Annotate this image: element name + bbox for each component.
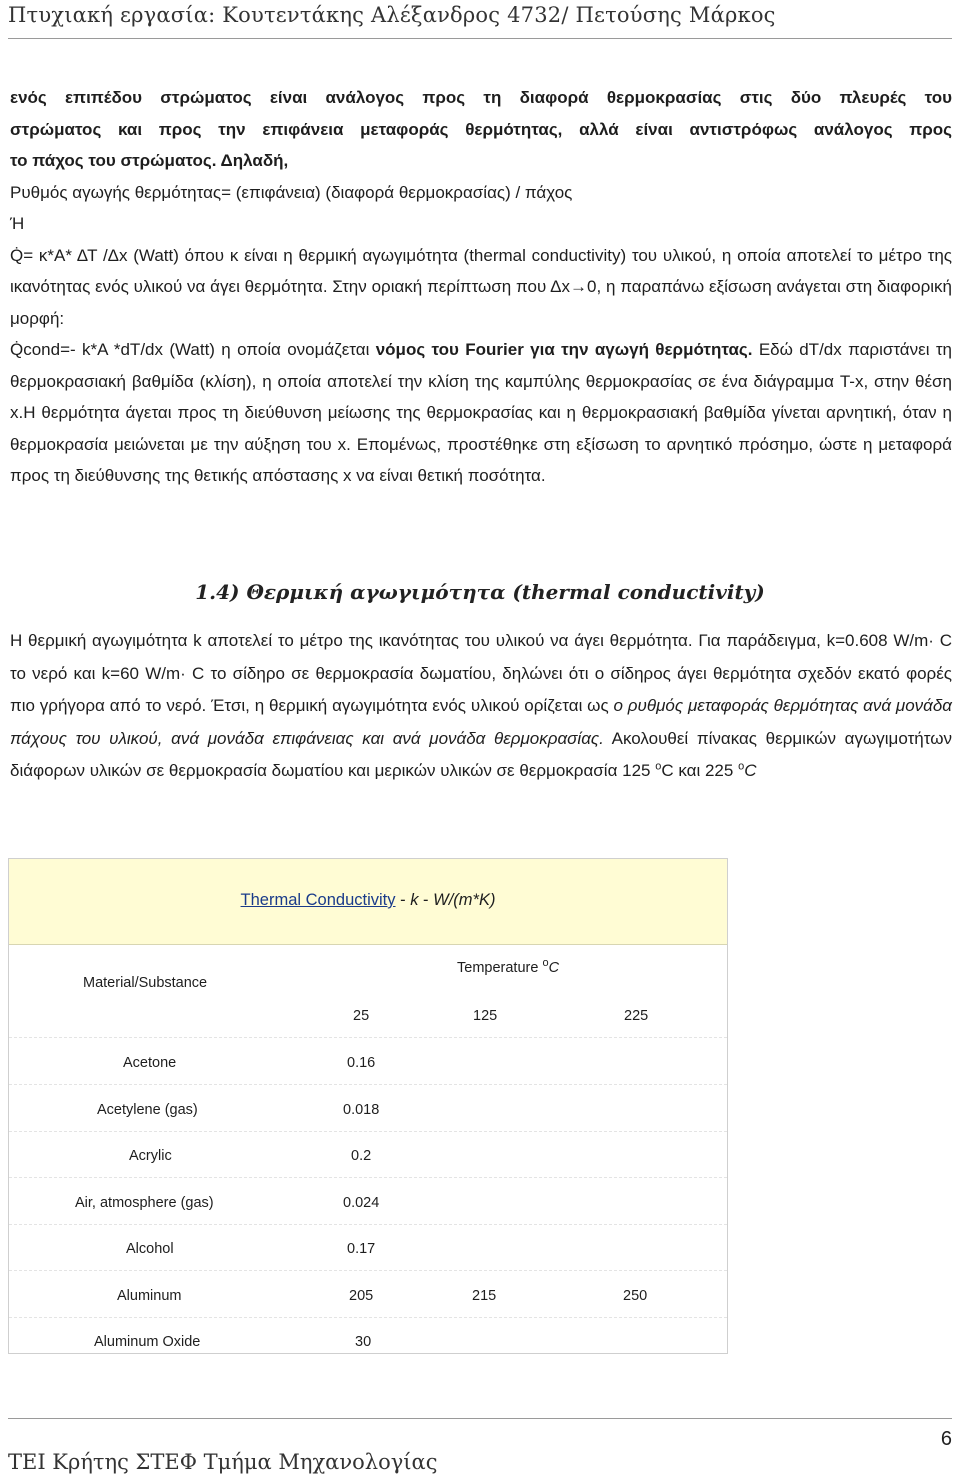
bold-line-1: ενός επιπέδου στρώματος είναι ανάλογος προς τη διαφορά θερμοκρασίας στις δύο πλευρές του: [10, 88, 952, 107]
bold-line-2: στρώματος και προς την επιφάνεια μεταφοράς θερμότητας, αλλά είναι αντιστρόφως ανάλογος προς: [10, 119, 952, 139]
row-acrylic-name: Acrylic: [129, 1148, 172, 1164]
equation-2-mid: (Watt) η οποία ονομάζεται: [163, 340, 376, 359]
row-aluminum-name: Aluminum: [117, 1288, 182, 1304]
section-p1: Η θερμική αγωγιμότητα k αποτελεί το μέτρο της ικανότητας του υλικού να άγει θερμότητα. Για παράδειγμα, k=0.608 W/m· C το νερό και k=60 W/m· C το σίδηρο σε θερμοκρασία δωματίου, δηλώνει ότι ο σίδηρος άγει θερμότητα σχεδόν εκατό φορές πιο γρήγορα από το νερό. Έτσι, η θερμική αγωγιμότητα ενός υλικού ορίζεται ως: [10, 631, 952, 715]
row-aluminum-125: 215: [472, 1288, 497, 1304]
row-air-name: Air, atmosphere (gas): [75, 1195, 214, 1211]
degree-sign-2: o: [738, 760, 745, 773]
or-line: Ή: [10, 214, 25, 233]
table-title: [9, 891, 727, 910]
temp-125: 125: [473, 1008, 498, 1024]
row-alcohol-name: Alcohol: [126, 1241, 174, 1257]
equation-1-paragraph: [10, 240, 952, 335]
row-divider: [9, 1317, 727, 1318]
col-header-material: Material/Substance: [83, 975, 208, 991]
temperature-unit: C: [548, 960, 560, 976]
row-divider: [9, 1131, 727, 1132]
equation-1-text: (Watt) όπου κ είναι η θερμική αγωγιμότητα (thermal conductivity) του υλικού, η οποία αποτελεί το μέτρο της ικανότητας ενός υλικού να άγει θερμότητα. Στην οριακή περίπτωση που Δx→0, η παραπάνω εξίσωση ανάγεται στη διαφορική μορφή:: [10, 245, 952, 328]
row-alcohol-25: 0.17: [347, 1241, 376, 1257]
equation-1: Q̇= κ*Α* ΔΤ /Δx: [10, 245, 128, 265]
title-separator: -: [395, 891, 411, 909]
row-divider: [9, 1270, 727, 1271]
equation-2: Q̇cond=- k*A *dT/dx: [10, 340, 163, 359]
row-acetone-25: 0.16: [347, 1055, 376, 1071]
title-separator-2: -: [418, 891, 434, 909]
equation-2-paragraph: [10, 334, 952, 492]
section-heading: 1.4) Θερμική αγωγιμότητα (thermal conductivity): [195, 580, 765, 604]
row-divider: [9, 1037, 727, 1038]
table-title-bar: [9, 859, 727, 945]
page-header: Πτυχιακή εργασία: Κουτεντάκης Αλέξανδρος 4732/ Πετούσης Μάρκος: [8, 3, 776, 27]
unit-c-2: C: [744, 761, 757, 780]
row-air-25: 0.024: [343, 1195, 380, 1211]
page-footer: ΤΕΙ Κρήτης ΣΤΕΦ Τμήμα Μηχανολογίας: [8, 1450, 438, 1474]
title-units: W/(m*K): [433, 891, 496, 909]
row-divider: [9, 1224, 727, 1225]
intro-text: [10, 82, 952, 492]
header-divider: [8, 38, 952, 39]
page-number: 6: [940, 1428, 952, 1450]
degree-sign-1: o: [655, 760, 662, 773]
row-acetylene-name: Acetylene (gas): [97, 1102, 198, 1118]
rate-line: Ρυθμός αγωγής θερμότητας= (επιφάνεια) (διαφορά θερμοκρασίας) / πάχος: [10, 182, 573, 202]
row-aluminum-oxide-name: Aluminum Oxide: [94, 1334, 201, 1350]
temperature-degree: o: [542, 957, 549, 970]
col-header-temperature: [457, 957, 560, 976]
fourier-law: νόμος του Fourier για την αγωγή θερμότητας.: [375, 340, 753, 359]
bold-line-3: το πάχος του στρώματος. Δηλαδή,: [10, 151, 289, 170]
section-p1-italic: ο ρυθμός μεταφοράς θερμότητας ανά μονάδα πάχους του υλικού, ανά μονάδα επιφάνειας και ανά μονάδα θερμοκρασίας.: [10, 696, 952, 748]
row-divider: [9, 1084, 727, 1085]
section-paragraph: [10, 625, 952, 788]
row-aluminum-225: 250: [623, 1288, 648, 1304]
temp-25: 25: [353, 1008, 370, 1024]
row-acetone-name: Acetone: [123, 1055, 177, 1071]
row-aluminum-25: 205: [349, 1288, 374, 1304]
section-p1-rest: Ακολουθεί πίνακας θερμικών αγωγιμοτήτων διάφορων υλικών σε θερμοκρασία δωματίου και μερικών υλικών σε θερμοκρασία 125: [10, 728, 952, 780]
thermal-conductivity-link[interactable]: Thermal Conductivity: [240, 891, 396, 909]
row-acrylic-25: 0.2: [351, 1148, 372, 1164]
footer-divider: [8, 1418, 952, 1419]
conductivity-table: [8, 858, 728, 1354]
unit-c-1: C και 225: [661, 761, 739, 780]
temperature-label: Temperature: [457, 960, 543, 976]
equation-2-text: Εδώ dT/dx παριστάνει τη θερμοκρασιακή βαθμίδα (κλίση), η οποία αποτελεί την κλίση της καμπύλης θερμοκρασίας σε ένα διάγραμμα T-x, στην θέση x.Η θερμότητα άγεται προς τη διεύθυνση μείωσης της θερμοκρασίας και η θερμοκρασιακή βαθμίδα γίνεται αρνητική, όταν η θερμοκρασία μειώνεται με την αύξηση του x. Επομένως, προστέθηκε στη εξίσωση το αρνητικό πρόσημο, ώστε η μεταφορά προς τη διεύθυνσης της θετικής απόστασης x να είναι θετική ποσότητα.: [10, 340, 952, 485]
temp-225: 225: [624, 1008, 649, 1024]
row-acetylene-25: 0.018: [343, 1102, 380, 1118]
row-divider: [9, 1177, 727, 1178]
title-k: k: [410, 891, 419, 909]
row-aluminum-oxide-25: 30: [355, 1334, 372, 1350]
